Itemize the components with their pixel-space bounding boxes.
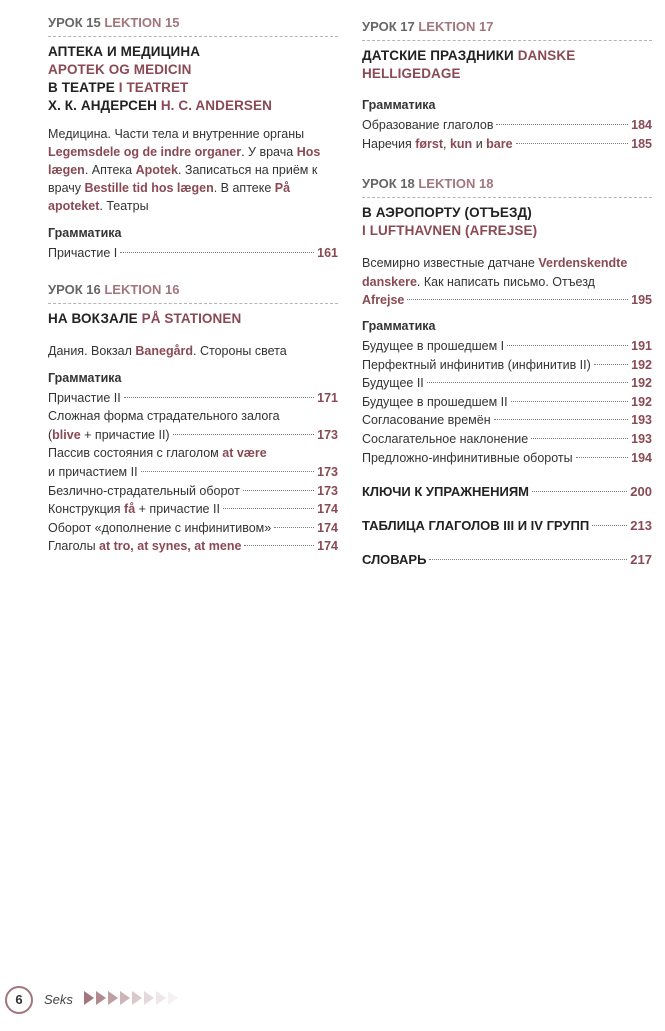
dot-leader [244, 545, 314, 546]
dot-leader [120, 252, 314, 253]
dot-leader [429, 559, 627, 560]
arrow-icon [108, 991, 118, 1005]
toc-entry-keys[interactable]: КЛЮЧИ К УПРАЖНЕНИЯМ 200 [362, 484, 652, 500]
toc-row[interactable]: Наречия først, kun и bare 185 [362, 135, 652, 154]
toc-extras [362, 483, 652, 569]
lesson-15-title-4[interactable]: Х. К. АНДЕРСЕН H. C. ANDERSEN [48, 98, 272, 113]
page-number: 161 [317, 246, 338, 260]
page-number: 194 [631, 450, 652, 465]
page-number: 191 [631, 338, 652, 353]
lesson-18-grammar-list [362, 337, 652, 467]
lesson-17-section [362, 18, 652, 153]
page-number: 173 [317, 427, 338, 442]
lesson-16-titles [48, 310, 338, 328]
toc-row[interactable]: Оборот «дополнение с инфинитивом» 174 [48, 519, 338, 538]
dot-leader [516, 143, 629, 144]
grammar-heading: Грамматика [362, 318, 436, 333]
page-number: 174 [317, 502, 338, 517]
toc-row[interactable]: Причастие I 161 [48, 244, 338, 263]
toc-row[interactable]: Будущее в прошедшем II 192 [362, 393, 652, 412]
lesson-18-title-2[interactable]: I LUFTHAVNEN (AFREJSE) [362, 223, 538, 239]
lesson-16-section [48, 281, 338, 556]
page-number: 217 [630, 552, 652, 568]
page-number-word: Seks [44, 992, 73, 1007]
toc-row[interactable]: Сослагательное наклонение 193 [362, 430, 652, 449]
page-number: 192 [631, 376, 652, 391]
page-number: 193 [631, 431, 652, 446]
lesson-18-section [362, 175, 652, 467]
lesson-18-description[interactable]: Всемирно известные датчане Verdenskendte danskere. Как написать письмо. Отъезд [362, 256, 628, 289]
lesson-18-titles [362, 204, 652, 240]
page-footer [0, 982, 665, 1022]
dot-leader [223, 508, 314, 509]
toc-row[interactable]: Предложно-инфинитивные обороты 194 [362, 449, 652, 468]
lesson-15-title-1[interactable]: АПТЕКА И МЕДИЦИНА [48, 44, 201, 59]
toc-row[interactable]: Безлично-страдательный оборот 173 [48, 482, 338, 501]
lesson-17-titles [362, 47, 652, 83]
toc-row[interactable]: Будущее II 192 [362, 374, 652, 393]
lesson-16-title[interactable]: НА ВОКЗАЛЕ PÅ STATIONEN [48, 310, 242, 326]
divider [48, 303, 338, 304]
toc-row[interactable]: Будущее в прошедшем I 191 [362, 337, 652, 356]
lesson-15-heading: УРОК 15 LEKTION 15 [48, 15, 180, 30]
dot-leader [507, 345, 628, 346]
arrow-icon [132, 991, 142, 1005]
toc-right-column [362, 18, 652, 585]
toc-entry-dictionary[interactable]: СЛОВАРЬ 217 [362, 552, 652, 568]
divider [362, 197, 652, 198]
page-number: 173 [317, 464, 338, 479]
page-number: 184 [631, 118, 652, 132]
arrow-icon [120, 991, 130, 1005]
grammar-heading: Грамматика [48, 226, 122, 240]
divider [48, 36, 338, 37]
lesson-17-title-1[interactable]: ДАТСКИЕ ПРАЗДНИКИ DANSKE [362, 48, 576, 63]
grammar-heading: Грамматика [48, 370, 122, 385]
page-number: 174 [317, 539, 338, 554]
lesson-16-heading: УРОК 16 LEKTION 16 [48, 281, 180, 297]
lesson-18-heading: УРОК 18 LEKTION 18 [362, 176, 494, 192]
arrow-icon [96, 991, 106, 1005]
dot-leader [124, 397, 314, 398]
toc-row[interactable]: Afrejse 195 [362, 291, 652, 310]
page-number: 200 [630, 484, 652, 500]
lesson-17-title-2[interactable]: HELLIGEDAGE [362, 66, 461, 81]
toc-row[interactable]: Согласование времён 193 [362, 411, 652, 430]
toc-row[interactable]: Глаголы at tro, at synes, at mene 174 [48, 537, 338, 556]
dot-leader [511, 401, 629, 402]
arrow-icon [168, 991, 178, 1005]
dot-leader [494, 419, 629, 420]
dot-leader [427, 382, 628, 383]
dot-leader [592, 525, 627, 526]
toc-left-column [48, 14, 338, 568]
arrow-icon [144, 991, 154, 1005]
divider [362, 40, 652, 41]
lesson-17-heading: УРОК 17 LEKTION 17 [362, 19, 494, 34]
dot-leader [496, 124, 628, 125]
toc-row[interactable]: Перфектный инфинитив (инфинитив II) 192 [362, 356, 652, 375]
arrow-icon [156, 991, 166, 1005]
page-number: 192 [631, 394, 652, 409]
page-number: 171 [317, 390, 338, 405]
toc-row[interactable]: и причастием II 173 [48, 463, 338, 482]
lesson-16-description: Дания. Вокзал Banegård. Стороны света [48, 343, 287, 358]
toc-entry-verb-table[interactable]: ТАБЛИЦА ГЛАГОЛОВ III И IV ГРУПП 213 [362, 518, 652, 534]
page-number: 173 [317, 483, 338, 498]
dot-leader [141, 471, 315, 472]
dot-leader [576, 457, 629, 458]
arrow-decoration-icon [84, 991, 178, 1005]
dot-leader [407, 299, 628, 300]
dot-leader [274, 527, 314, 528]
toc-row[interactable]: Образование глаголов 184 [362, 116, 652, 135]
lesson-15-titles [48, 43, 338, 115]
dot-leader [532, 491, 627, 492]
lesson-18-title-1[interactable]: В АЭРОПОРТУ (ОТЪЕЗД) [362, 205, 532, 221]
page-number: 185 [631, 136, 652, 151]
toc-row-line[interactable]: Сложная форма страдательного залога [48, 409, 280, 424]
dot-leader [594, 364, 628, 365]
toc-row[interactable]: (blive + причастие II) 173 [48, 426, 338, 445]
lesson-15-description: Медицина. Части тела и внутренние органы Legemsdele og de indre organer. У врача Hos lægen. Аптека Apotek. Записаться на приём к врачу Bestille tid hos lægen. В аптеке På apoteket. Театры [48, 127, 321, 213]
lesson-15-section [48, 14, 338, 263]
page-number: 174 [317, 520, 338, 535]
page-number: 192 [631, 357, 652, 372]
dot-leader [173, 434, 315, 435]
dot-leader [243, 490, 314, 491]
page-number: 213 [630, 518, 652, 534]
grammar-heading: Грамматика [362, 98, 436, 112]
page-number: 193 [631, 413, 652, 428]
toc-row[interactable]: Причастие II 171 [48, 389, 338, 408]
page-number-badge: 6 [5, 986, 33, 1014]
dot-leader [531, 438, 628, 439]
toc-row[interactable]: Конструкция få + причастие II 174 [48, 500, 338, 519]
lesson-15-title-2[interactable]: APOTEK OG MEDICIN [48, 62, 192, 77]
page-number: 195 [631, 293, 652, 308]
arrow-icon [84, 991, 94, 1005]
lesson-15-title-3[interactable]: В ТЕАТРЕ I TEATRET [48, 80, 189, 95]
toc-row-line[interactable]: Пассив состояния с глаголом at være [48, 446, 267, 461]
